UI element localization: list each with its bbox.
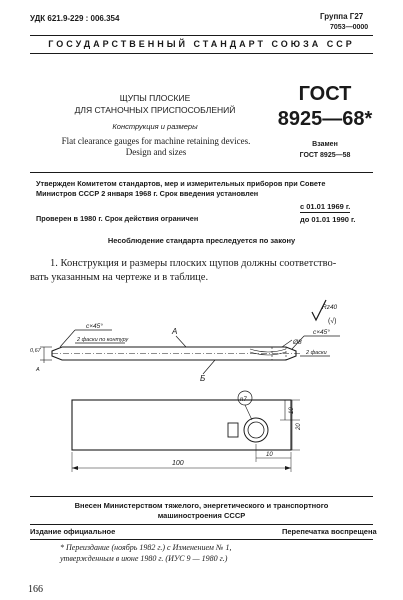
section-b-label: Б <box>200 374 206 383</box>
header-rule-top <box>30 35 373 36</box>
page-number: 166 <box>28 584 43 595</box>
title-rule <box>30 172 373 173</box>
standard-number: 8925—68* <box>277 108 373 130</box>
roughness-value: Rz40 <box>322 304 338 311</box>
reissue-line2: утвержденным в июне 1980 г. (ИУС 9 — 1980 г.) <box>60 554 228 563</box>
gauge-drawing <box>0 290 403 490</box>
clause-1-line1: 1. Конструкция и размеры плоских щупов должны соответство- <box>50 258 337 269</box>
expiry-date: до 01.01 1990 г. <box>300 215 356 224</box>
udk-code: УДК 621.9-229 : 006.354 <box>30 14 120 23</box>
legal-warning: Несоблюдение стандарта преследуется по закону <box>107 236 296 245</box>
title-en <box>42 136 270 158</box>
footer-rule-top <box>30 496 373 497</box>
checked-text: Проверен в 1980 г. Срок действия ограничен <box>36 214 199 223</box>
roughness-paren: (√) <box>328 318 337 325</box>
replaces-label: Взамен <box>312 141 338 148</box>
hole-inner <box>248 422 264 438</box>
ministry-note <box>30 501 373 521</box>
title-en-line1: Flat clearance gauges for machine retaining devices. <box>61 136 251 146</box>
title-ru <box>60 92 250 116</box>
dim-20-vertical: 20 <box>296 423 302 430</box>
section-a-label: A <box>172 327 178 336</box>
effective-date: с 01.01 1969 г. <box>300 202 351 211</box>
class-code: 7053—0000 <box>330 24 369 31</box>
chamfer-left-note: 2 фаски по контуру <box>77 337 129 343</box>
footer-rule-mid <box>30 524 373 525</box>
thickness-dim-a: A <box>36 367 40 373</box>
title-ru-subtitle: Конструкция и размеры <box>112 122 198 131</box>
approval-line2: Министров СССР 2 января 1968 г. Срок введения установлен <box>36 189 259 198</box>
title-en-line2: Design and sizes <box>125 147 187 157</box>
ministry-line2: машиностроения СССР <box>157 511 246 520</box>
group-label: Группа Г27 <box>320 12 364 21</box>
footer-rule-bottom <box>30 539 373 540</box>
title-ru-line2: ДЛЯ СТАНОЧНЫХ ПРИСПОСОБЛЕНИЙ <box>74 105 236 115</box>
official-edition: Издание официальное <box>30 527 116 536</box>
state-standard-banner: ГОСУДАРСТВЕННЫЙ СТАНДАРТ СОЮЗА ССР <box>48 39 355 49</box>
gauge-plan-view <box>72 400 291 450</box>
approval-line1: Утвержден Комитетом стандартов, мер и измерительных приборов при Совете <box>36 179 326 188</box>
chamfer-right-label: c×45° <box>313 329 330 336</box>
clause-1-line2: вать указанным на чертеже и в таблице. <box>30 272 209 283</box>
chamfer-left-label: c×45° <box>86 323 103 330</box>
reissue-line1: * Переиздание (ноябрь 1982 г.) с Изменением № 1, <box>60 543 232 552</box>
diameter-label: Ø8 <box>293 339 302 346</box>
thickness-dim: 0,67 <box>30 348 41 354</box>
chamfer-right-note: 2 фаски <box>306 350 327 356</box>
header-rule-bottom <box>30 53 373 54</box>
marking-field <box>228 423 238 437</box>
reprint-prohibited: Перепечатка воспрещена <box>282 527 377 536</box>
dim-100: 100 <box>172 460 184 467</box>
ministry-line1: Внесен Министерством тяжелого, энергетического и транспортного <box>74 501 329 510</box>
dim-10-vertical: 10 <box>289 407 295 414</box>
approval-text <box>36 179 325 199</box>
dim-10-horizontal: 10 <box>266 452 273 458</box>
title-ru-line1: ЩУПЫ ПЛОСКИЕ <box>119 93 191 103</box>
standard-label: ГОСТ <box>298 83 352 105</box>
callout-n7: n7 <box>240 397 247 403</box>
clause-1 <box>30 257 336 285</box>
replaces-standard: ГОСТ 8925—58 <box>299 152 351 159</box>
reissue-note <box>60 542 231 564</box>
